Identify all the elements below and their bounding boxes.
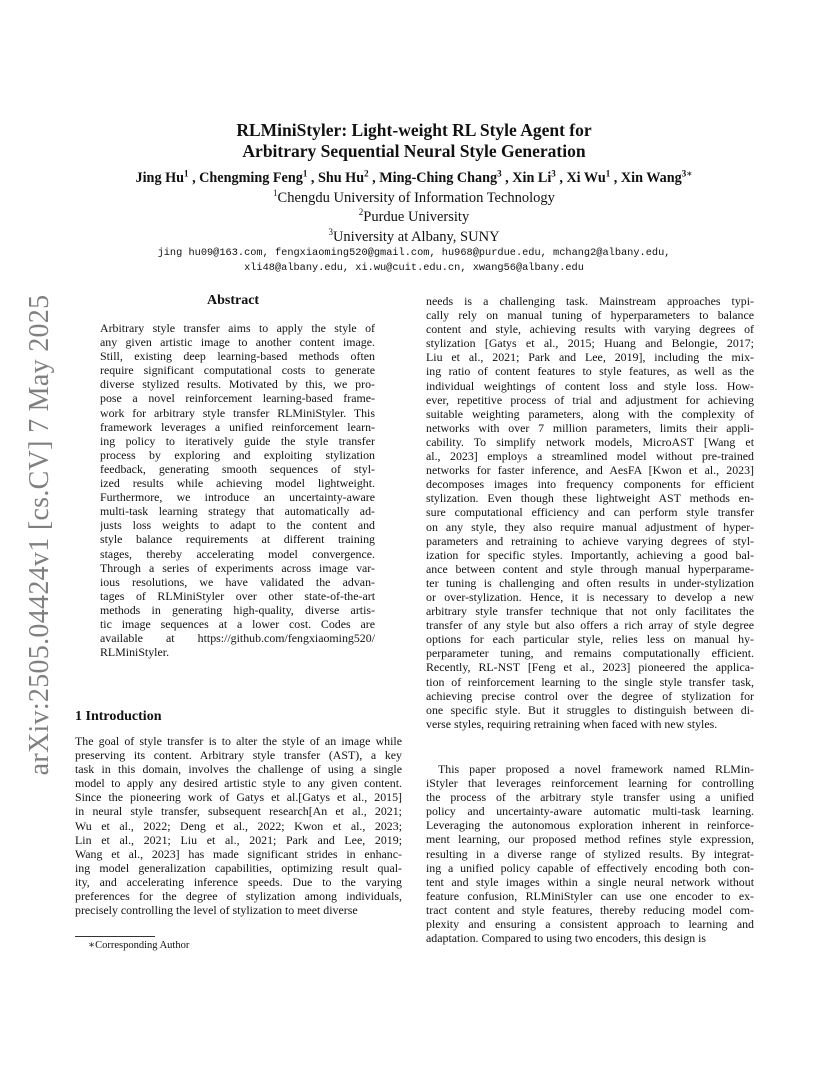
text-line: content and style, achieving results with varying degrees of: [426, 322, 754, 337]
paper-title-line1: RLMiniStyler: Light-weight RL Style Agent for: [236, 120, 592, 140]
text-line: ance between content and style through manual hyperparame-: [426, 561, 754, 576]
text-line: networks for faster inference, and AesFA [Kwon et al., 2023]: [426, 463, 754, 478]
author-emails-line1: jing hu09@163.com, fengxiaoming520@gmail.com, hu968@purdue.edu, mchang2@albany.edu,: [157, 247, 671, 259]
text-line: tion of reinforcement learning to the single style transfer task,: [426, 674, 754, 689]
text-line: resulting in a diverse range of stylized results. By integrat-: [426, 846, 754, 861]
text-line: one specific style. But it struggles to distinguish between di-: [426, 702, 754, 717]
author-affiliation-mark: 1: [184, 168, 189, 179]
text-line: feature confusion, RLMiniStyler can use one encoder to ex-: [426, 888, 754, 903]
text-line: ing a unified policy capable of effectively encoding both con-: [426, 860, 754, 875]
text-line: any given artistic image to another content image.: [100, 335, 375, 350]
text-line: stylization. Even though these lightweight AST methods en-: [426, 491, 754, 506]
text-line: suitable weighting parameters, along with the complexity of: [426, 406, 754, 421]
author-list: Jing Hu$^1$ , Chengming Feng$^1$ , Shu Hu$^2$ , Ming-Ching Chang$^3$ , Xin Li$^3$ , Xi Wu$^1$ , Xin Wang$^{3∗}$: [135, 168, 693, 186]
text-line: ized results while achieving model lightweight.: [100, 476, 375, 491]
text-line: tages of RLMiniStyler over other state-of-the-art: [100, 588, 375, 603]
author-emails-line2: xli48@albany.edu, xi.wu@cuit.edu.cn, xwang56@albany.edu: [244, 262, 584, 274]
author-name: Xin Li: [512, 170, 552, 186]
introduction-heading: 1 Introduction: [75, 709, 162, 724]
text-line: require significant computational costs to generate: [100, 363, 375, 378]
text-line: Recently, RL-NST [Feng et al., 2023] pioneered the applica-: [426, 660, 754, 675]
text-line: framework leverages a unified reinforcement learn-: [100, 419, 375, 434]
text-line: Liu et al., 2021; Park and Lee, 2019], including the mix-: [426, 350, 754, 365]
text-line: This paper proposed a novel framework named RLMin-: [438, 762, 754, 776]
text-line: Wu et al., 2022; Deng et al., 2022; Kwon et al., 2023;: [75, 818, 402, 833]
author-name: Chengming Feng: [199, 170, 303, 186]
text-line: achieving precise control over the degree of stylization for: [426, 688, 754, 703]
text-line: Leveraging the autonomous exploration inherent in reinforce-: [426, 818, 754, 833]
text-line: style balance requirements at different training: [100, 532, 375, 547]
text-line: ious resolutions, we have validated the advan-: [100, 574, 375, 589]
text-line: task in this domain, involves the challenge of using a single: [75, 762, 402, 777]
text-line: cability. To simplify network models, MicroAST [Wang et: [426, 434, 754, 449]
text-line: justs loss weights to adapt to the content and: [100, 518, 375, 533]
text-line: RLMiniStyler.: [100, 645, 170, 660]
text-line: multi-task learning strategy that automatically ad-: [100, 504, 375, 519]
footnote-rule: [75, 936, 155, 937]
author-name: Xin Wang: [620, 170, 682, 186]
text-line: tract content and style features, thereby reducing model com-: [426, 902, 754, 917]
text-line: The goal of style transfer is to alter the style of an image while: [75, 734, 402, 748]
abstract-body: [100, 321, 375, 659]
introduction-body: [75, 734, 402, 917]
affiliation-3: $^3$University at Albany, SUNY: [328, 227, 500, 245]
author-affiliation-mark: 2: [364, 168, 369, 179]
text-line: or over-stylization. Hence, it is necessary to develop a new: [426, 589, 754, 604]
text-line: Arbitrary style transfer aims to apply the style of: [100, 321, 375, 335]
text-line: feedback, generating smooth sequences of styl-: [100, 461, 375, 476]
text-line: perparameter tuning, and remains computationally efficient.: [426, 646, 754, 661]
affiliation-1: $^1$Chengdu University of Information Technology: [273, 188, 555, 206]
text-line: Since the pioneering work of Gatys et al.[Gatys et al., 2015]: [75, 790, 402, 805]
text-line: tent and style images within a single neural network without: [426, 874, 754, 889]
text-line: cally rely on manual tuning of hyperparameters to balance: [426, 308, 754, 323]
author-name: Ming-Ching Chang: [379, 170, 498, 186]
text-line: work for arbitrary style transfer RLMiniStyler. This: [100, 405, 375, 420]
text-line: options for each particular style, relies less on manual hy-: [426, 632, 754, 647]
text-line: Lin et al., 2021; Liu et al., 2021; Park and Lee, 2019;: [75, 832, 402, 847]
author-affiliation-mark: 1: [605, 168, 611, 179]
arxiv-id: arXiv:2505.04424v1 [cs.CV] 7 May 2025: [24, 294, 55, 776]
text-line: ing policy to iteratively guide the style transfer: [100, 433, 375, 448]
text-line: in neural style transfer, subsequent research[An et al., 2021;: [75, 804, 402, 819]
author-affiliation-mark: 3: [497, 168, 502, 179]
text-line: policy and uncertainty-aware automatic multi-task learning.: [426, 804, 754, 819]
text-line: iStyler that leverages reinforcement learning for controlling: [426, 776, 754, 791]
text-line: diverse stylized results. Motivated by this, we pro-: [100, 377, 375, 392]
text-line: the process of the arbitrary style transfer using a unified: [426, 790, 754, 805]
paper-title-line2: Arbitrary Sequential Neural Style Generation: [242, 141, 586, 161]
text-line: process by exploring and exploiting stylization: [100, 447, 375, 462]
text-line: methods in generating high-quality, diverse artis-: [100, 602, 375, 617]
text-line: ing ratio of content features to style features, as well as the: [426, 364, 754, 379]
author-affiliation-mark: 3: [551, 168, 556, 179]
text-line: ing model generalization capabilities, optimizing result qual-: [75, 860, 402, 875]
text-line: al., 2023] employs a streamlined model without pre-trained: [426, 449, 754, 464]
text-line: plexity and ensuring a consistent approach to learning and: [426, 917, 754, 932]
right-column-paragraph-1: [426, 294, 754, 731]
text-line: arbitrary style transfer technique that not only facilitates the: [426, 604, 754, 619]
text-line: ever, repetitive process of trial and adjustment for achieving: [426, 392, 754, 407]
text-line: precisely controlling the level of stylization to meet diverse: [75, 903, 358, 918]
text-line: stages, thereby accelerating model convergence.: [100, 546, 375, 561]
abstract-heading: Abstract: [207, 293, 260, 308]
arxiv-sidebar: [20, 294, 60, 776]
text-line: adaptation. Compared to using two encoders, this design is: [426, 931, 707, 946]
text-line: available at https://github.com/fengxiaoming520/: [100, 631, 375, 646]
text-line: preserving its content. Arbitrary style transfer (AST), a key: [75, 748, 402, 763]
footnote: ∗Corresponding Author: [88, 940, 190, 951]
text-line: on any style, they also require manual adjustment of hyper-: [426, 519, 754, 534]
text-line: ization for specific styles. Importantly, achieving a good bal-: [426, 547, 754, 562]
text-line: networks with over 7 million parameters, limits their appli-: [426, 420, 754, 435]
text-line: preferences for the degree of stylization among individuals,: [75, 889, 402, 904]
author-affiliation-mark: 3∗: [681, 168, 693, 179]
text-line: model to apply any desired artistic style to any given content.: [75, 776, 402, 791]
text-line: ter tuning is challenging and often results in under-stylization: [426, 575, 754, 590]
author-name: Jing Hu: [135, 170, 185, 186]
text-line: transfer of any style but also offers a rich array of style degree: [426, 618, 754, 633]
text-line: Through a series of experiments across image var-: [100, 560, 375, 575]
right-column-paragraph-2: [426, 762, 754, 945]
author-name: Shu Hu: [317, 170, 365, 186]
text-line: Furthermore, we introduce an uncertainty-aware: [100, 490, 375, 505]
text-line: decomposes images into frequency components for efficient: [426, 477, 754, 492]
text-line: tic image sequences at a lower cost. Codes are: [100, 616, 375, 631]
text-line: Wang et al., 2023] has made significant strides in enhanc-: [75, 846, 402, 861]
text-line: stylization [Gatys et al., 2015; Huang and Belongie, 2017;: [426, 336, 754, 351]
text-line: parameters and retraining to achieve varying degrees of styl-: [426, 533, 754, 548]
text-line: verse styles, requiring retraining when faced with new styles.: [426, 716, 718, 731]
text-line: needs is a challenging task. Mainstream approaches typi-: [426, 294, 754, 308]
text-line: Still, existing deep learning-based methods often: [100, 349, 375, 364]
text-line: individual weightings of content loss and style loss. How-: [426, 378, 754, 393]
text-line: ment learning, our proposed method refines style expression,: [426, 832, 754, 847]
author-affiliation-mark: 1: [302, 168, 308, 179]
affiliation-2: $^2$Purdue University: [358, 207, 470, 225]
author-name: Xi Wu: [566, 170, 606, 186]
text-line: pose a novel reinforcement learning-based frame-: [100, 391, 375, 406]
text-line: ity, and accelerating inference speeds. Due to the varying: [75, 874, 402, 889]
text-line: sure computational efficiency and can perform style transfer: [426, 505, 754, 520]
